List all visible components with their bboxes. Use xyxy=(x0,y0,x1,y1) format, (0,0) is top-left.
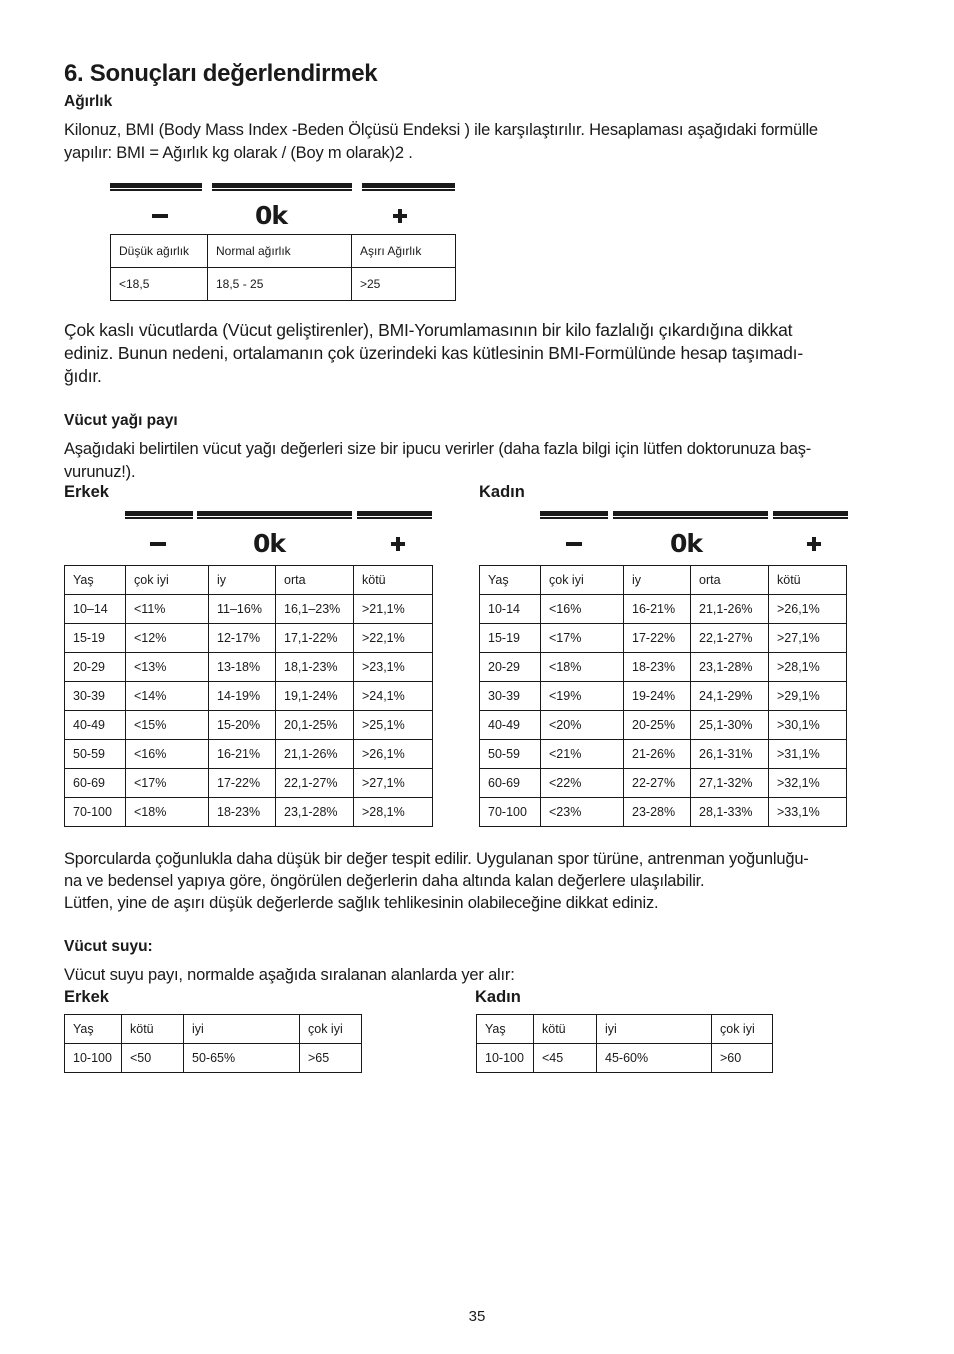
bmi-table xyxy=(110,234,456,301)
table-cell: >31,1% xyxy=(769,740,847,769)
scale-bar-normal xyxy=(212,183,352,191)
table-header-cell: kötü xyxy=(354,566,433,595)
body-fat-heading: Vücut yağı payı xyxy=(64,412,178,429)
table-header-cell: çok iyi xyxy=(300,1015,362,1044)
table-cell: <13% xyxy=(126,653,209,682)
table-cell: 10-100 xyxy=(477,1044,534,1073)
table-header-cell: kötü xyxy=(534,1015,597,1044)
female-fat-table xyxy=(479,565,847,827)
table-cell: >25 xyxy=(352,268,456,301)
table-cell: 22,1-27% xyxy=(276,769,354,798)
table-header-cell: orta xyxy=(276,566,354,595)
body-fat-intro-line-1: Aşağıdaki belirtilen vücut yağı değerleri size bir ipucu verirler (daha fazla bilgi için lütfen doktorunuza baş- xyxy=(64,440,812,458)
table-cell: 19-24% xyxy=(624,682,691,711)
table-header-cell: iy xyxy=(624,566,691,595)
table-cell: 20-25% xyxy=(624,711,691,740)
scale-bar-low xyxy=(540,511,608,519)
table-cell: <20% xyxy=(541,711,624,740)
table-row xyxy=(480,653,847,682)
table-cell: 45-60% xyxy=(597,1044,712,1073)
table-row xyxy=(111,268,456,301)
table-cell: 10-14 xyxy=(480,595,541,624)
table-header-cell: kötü xyxy=(122,1015,184,1044)
table-row xyxy=(65,769,433,798)
male-fat-table xyxy=(64,565,433,827)
table-cell: 70-100 xyxy=(65,798,126,827)
table-cell: 16-21% xyxy=(624,595,691,624)
table-cell: >28,1% xyxy=(769,653,847,682)
table-cell: <45 xyxy=(534,1044,597,1073)
table-cell: >32,1% xyxy=(769,769,847,798)
table-cell: <12% xyxy=(126,624,209,653)
table-row xyxy=(65,653,433,682)
table-cell: 15-19 xyxy=(65,624,126,653)
table-header-cell: orta xyxy=(691,566,769,595)
body-fat-female-label: Kadın xyxy=(479,483,525,501)
table-cell: 16,1–23% xyxy=(276,595,354,624)
body-fat-note-line-2: na ve bedensel yapıya göre, öngörülen değerlerin daha altında kalan değerlere ulaşılabilir. xyxy=(64,872,705,890)
table-cell: 50-59 xyxy=(480,740,541,769)
table-row xyxy=(65,682,433,711)
table-cell: 20-29 xyxy=(480,653,541,682)
table-cell: 15-19 xyxy=(480,624,541,653)
table-cell: <11% xyxy=(126,595,209,624)
table-cell: <18% xyxy=(541,653,624,682)
table-header-cell: çok iyi xyxy=(712,1015,773,1044)
page-title: 6. Sonuçları değerlendirmek xyxy=(64,60,378,87)
female-water-table xyxy=(476,1014,773,1073)
minus-icon xyxy=(150,542,166,546)
table-cell: <16% xyxy=(541,595,624,624)
body-fat-note-line-1: Sporcularda çoğunlukla daha düşük bir değer tespit edilir. Uygulanan spor türüne, antrenman yoğunluğu- xyxy=(64,850,809,868)
table-cell: 50-59 xyxy=(65,740,126,769)
table-cell: 22,1-27% xyxy=(691,624,769,653)
weight-note-line-2: ediniz. Bunun nedeni, ortalamanın çok üzerindeki kas kütlesinin BMI-Formülünde hesap taşımadı- xyxy=(64,343,803,363)
table-cell: 27,1-32% xyxy=(691,769,769,798)
table-cell: 11–16% xyxy=(209,595,276,624)
table-row xyxy=(65,798,433,827)
table-cell: >33,1% xyxy=(769,798,847,827)
table-cell: 30-39 xyxy=(480,682,541,711)
table-cell: 13-18% xyxy=(209,653,276,682)
table-cell: <15% xyxy=(126,711,209,740)
ok-icon: 0k xyxy=(253,529,286,558)
table-row xyxy=(480,682,847,711)
minus-icon xyxy=(152,214,168,218)
table-cell: 17,1-22% xyxy=(276,624,354,653)
table-cell: 23,1-28% xyxy=(276,798,354,827)
table-cell: >29,1% xyxy=(769,682,847,711)
table-cell: 24,1-29% xyxy=(691,682,769,711)
table-header-cell: iy xyxy=(209,566,276,595)
table-header-cell: Yaş xyxy=(65,566,126,595)
body-water-heading: Vücut suyu: xyxy=(64,938,153,955)
minus-icon xyxy=(566,542,582,546)
table-header-cell: iyi xyxy=(184,1015,300,1044)
table-cell: <23% xyxy=(541,798,624,827)
scale-bar-normal xyxy=(613,511,768,519)
weight-intro-line-2: yapılır: BMI = Ağırlık kg olarak / (Boy m olarak)2 . xyxy=(64,144,413,162)
scale-bar-low xyxy=(110,183,202,191)
table-row xyxy=(480,769,847,798)
table-cell: 25,1-30% xyxy=(691,711,769,740)
table-cell: 21,1-26% xyxy=(691,595,769,624)
table-cell: >30,1% xyxy=(769,711,847,740)
table-header-cell: iyi xyxy=(597,1015,712,1044)
table-cell: 23-28% xyxy=(624,798,691,827)
table-cell: <21% xyxy=(541,740,624,769)
table-cell: 12-17% xyxy=(209,624,276,653)
table-header-row xyxy=(480,566,847,595)
table-row xyxy=(65,711,433,740)
table-cell: 18-23% xyxy=(209,798,276,827)
table-cell: 40-49 xyxy=(480,711,541,740)
table-cell: 40-49 xyxy=(65,711,126,740)
scale-bar-high xyxy=(362,183,455,191)
table-cell: <50 xyxy=(122,1044,184,1073)
table-cell: >26,1% xyxy=(354,740,433,769)
table-cell: 20,1-25% xyxy=(276,711,354,740)
table-header-row xyxy=(65,1015,362,1044)
table-cell: >27,1% xyxy=(354,769,433,798)
table-cell: 18,1-23% xyxy=(276,653,354,682)
table-cell: >24,1% xyxy=(354,682,433,711)
table-cell: 17-22% xyxy=(624,624,691,653)
table-cell: Düşük ağırlık xyxy=(111,235,208,268)
table-row xyxy=(480,798,847,827)
table-cell: 50-65% xyxy=(184,1044,300,1073)
table-cell: >21,1% xyxy=(354,595,433,624)
table-cell: 60-69 xyxy=(65,769,126,798)
table-cell: 17-22% xyxy=(209,769,276,798)
body-water-male-label: Erkek xyxy=(64,988,109,1006)
table-cell: >25,1% xyxy=(354,711,433,740)
table-header-cell: kötü xyxy=(769,566,847,595)
table-row xyxy=(480,711,847,740)
table-cell: >23,1% xyxy=(354,653,433,682)
scale-bar-high xyxy=(357,511,432,519)
table-cell: 16-21% xyxy=(209,740,276,769)
table-cell: 22-27% xyxy=(624,769,691,798)
table-header-row xyxy=(65,566,433,595)
weight-intro-line-1: Kilonuz, BMI (Body Mass Index -Beden Ölçüsü Endeksi ) ile karşılaştırılır. Hesaplaması aşağıdaki formülle xyxy=(64,121,818,139)
weight-note-line-3: ğıdır. xyxy=(64,366,102,386)
table-cell: 28,1-33% xyxy=(691,798,769,827)
table-row xyxy=(480,624,847,653)
table-cell: 18,5 - 25 xyxy=(208,268,352,301)
table-cell: >28,1% xyxy=(354,798,433,827)
table-cell: <18,5 xyxy=(111,268,208,301)
table-row xyxy=(111,235,456,268)
table-cell: >27,1% xyxy=(769,624,847,653)
scale-bar-high xyxy=(773,511,848,519)
table-cell: 21-26% xyxy=(624,740,691,769)
table-cell: 23,1-28% xyxy=(691,653,769,682)
table-header-cell: Yaş xyxy=(65,1015,122,1044)
body-water-female-label: Kadın xyxy=(475,988,521,1006)
table-cell: 20-29 xyxy=(65,653,126,682)
weight-note-line-1: Çok kaslı vücutlarda (Vücut geliştirenler), BMI-Yorumlamasının bir kilo fazlalığı çıkardığına dikkat xyxy=(64,320,793,340)
table-row xyxy=(480,740,847,769)
body-fat-male-label: Erkek xyxy=(64,483,109,501)
table-cell: <16% xyxy=(126,740,209,769)
ok-icon: 0k xyxy=(255,201,288,230)
table-header-cell: çok iyi xyxy=(541,566,624,595)
table-cell: 18-23% xyxy=(624,653,691,682)
table-cell: 15-20% xyxy=(209,711,276,740)
table-cell: <17% xyxy=(541,624,624,653)
table-cell: >22,1% xyxy=(354,624,433,653)
table-cell: 10–14 xyxy=(65,595,126,624)
table-cell: <14% xyxy=(126,682,209,711)
table-row xyxy=(480,595,847,624)
scale-bar-normal xyxy=(197,511,352,519)
table-cell: >60 xyxy=(712,1044,773,1073)
table-cell: 30-39 xyxy=(65,682,126,711)
scale-bar-low xyxy=(125,511,193,519)
table-cell: Aşırı Ağırlık xyxy=(352,235,456,268)
table-cell: 60-69 xyxy=(480,769,541,798)
table-cell: >26,1% xyxy=(769,595,847,624)
table-cell: 21,1-26% xyxy=(276,740,354,769)
table-row xyxy=(65,595,433,624)
table-cell: 14-19% xyxy=(209,682,276,711)
table-row xyxy=(65,740,433,769)
table-cell: Normal ağırlık xyxy=(208,235,352,268)
table-cell: 10-100 xyxy=(65,1044,122,1073)
table-cell: 26,1-31% xyxy=(691,740,769,769)
table-cell: <17% xyxy=(126,769,209,798)
weight-heading: Ağırlık xyxy=(64,93,113,110)
body-fat-note-line-3: Lütfen, yine de aşırı düşük değerlerde sağlık tehlikesinin olabileceğine dikkat ediniz. xyxy=(64,894,659,912)
table-header-cell: Yaş xyxy=(480,566,541,595)
table-row xyxy=(65,624,433,653)
ok-icon: 0k xyxy=(670,529,703,558)
body-fat-intro-line-2: vurunuz!). xyxy=(64,463,136,481)
table-cell: <18% xyxy=(126,798,209,827)
table-row xyxy=(65,1044,362,1073)
table-cell: 70-100 xyxy=(480,798,541,827)
table-cell: <22% xyxy=(541,769,624,798)
table-cell: >65 xyxy=(300,1044,362,1073)
page-number: 35 xyxy=(468,1308,486,1325)
table-cell: 19,1-24% xyxy=(276,682,354,711)
table-cell: <19% xyxy=(541,682,624,711)
table-header-row xyxy=(477,1015,773,1044)
male-water-table xyxy=(64,1014,362,1073)
table-header-cell: Yaş xyxy=(477,1015,534,1044)
body-water-intro: Vücut suyu payı, normalde aşağıda sıralanan alanlarda yer alır: xyxy=(64,966,515,984)
table-header-cell: çok iyi xyxy=(126,566,209,595)
table-row xyxy=(477,1044,773,1073)
